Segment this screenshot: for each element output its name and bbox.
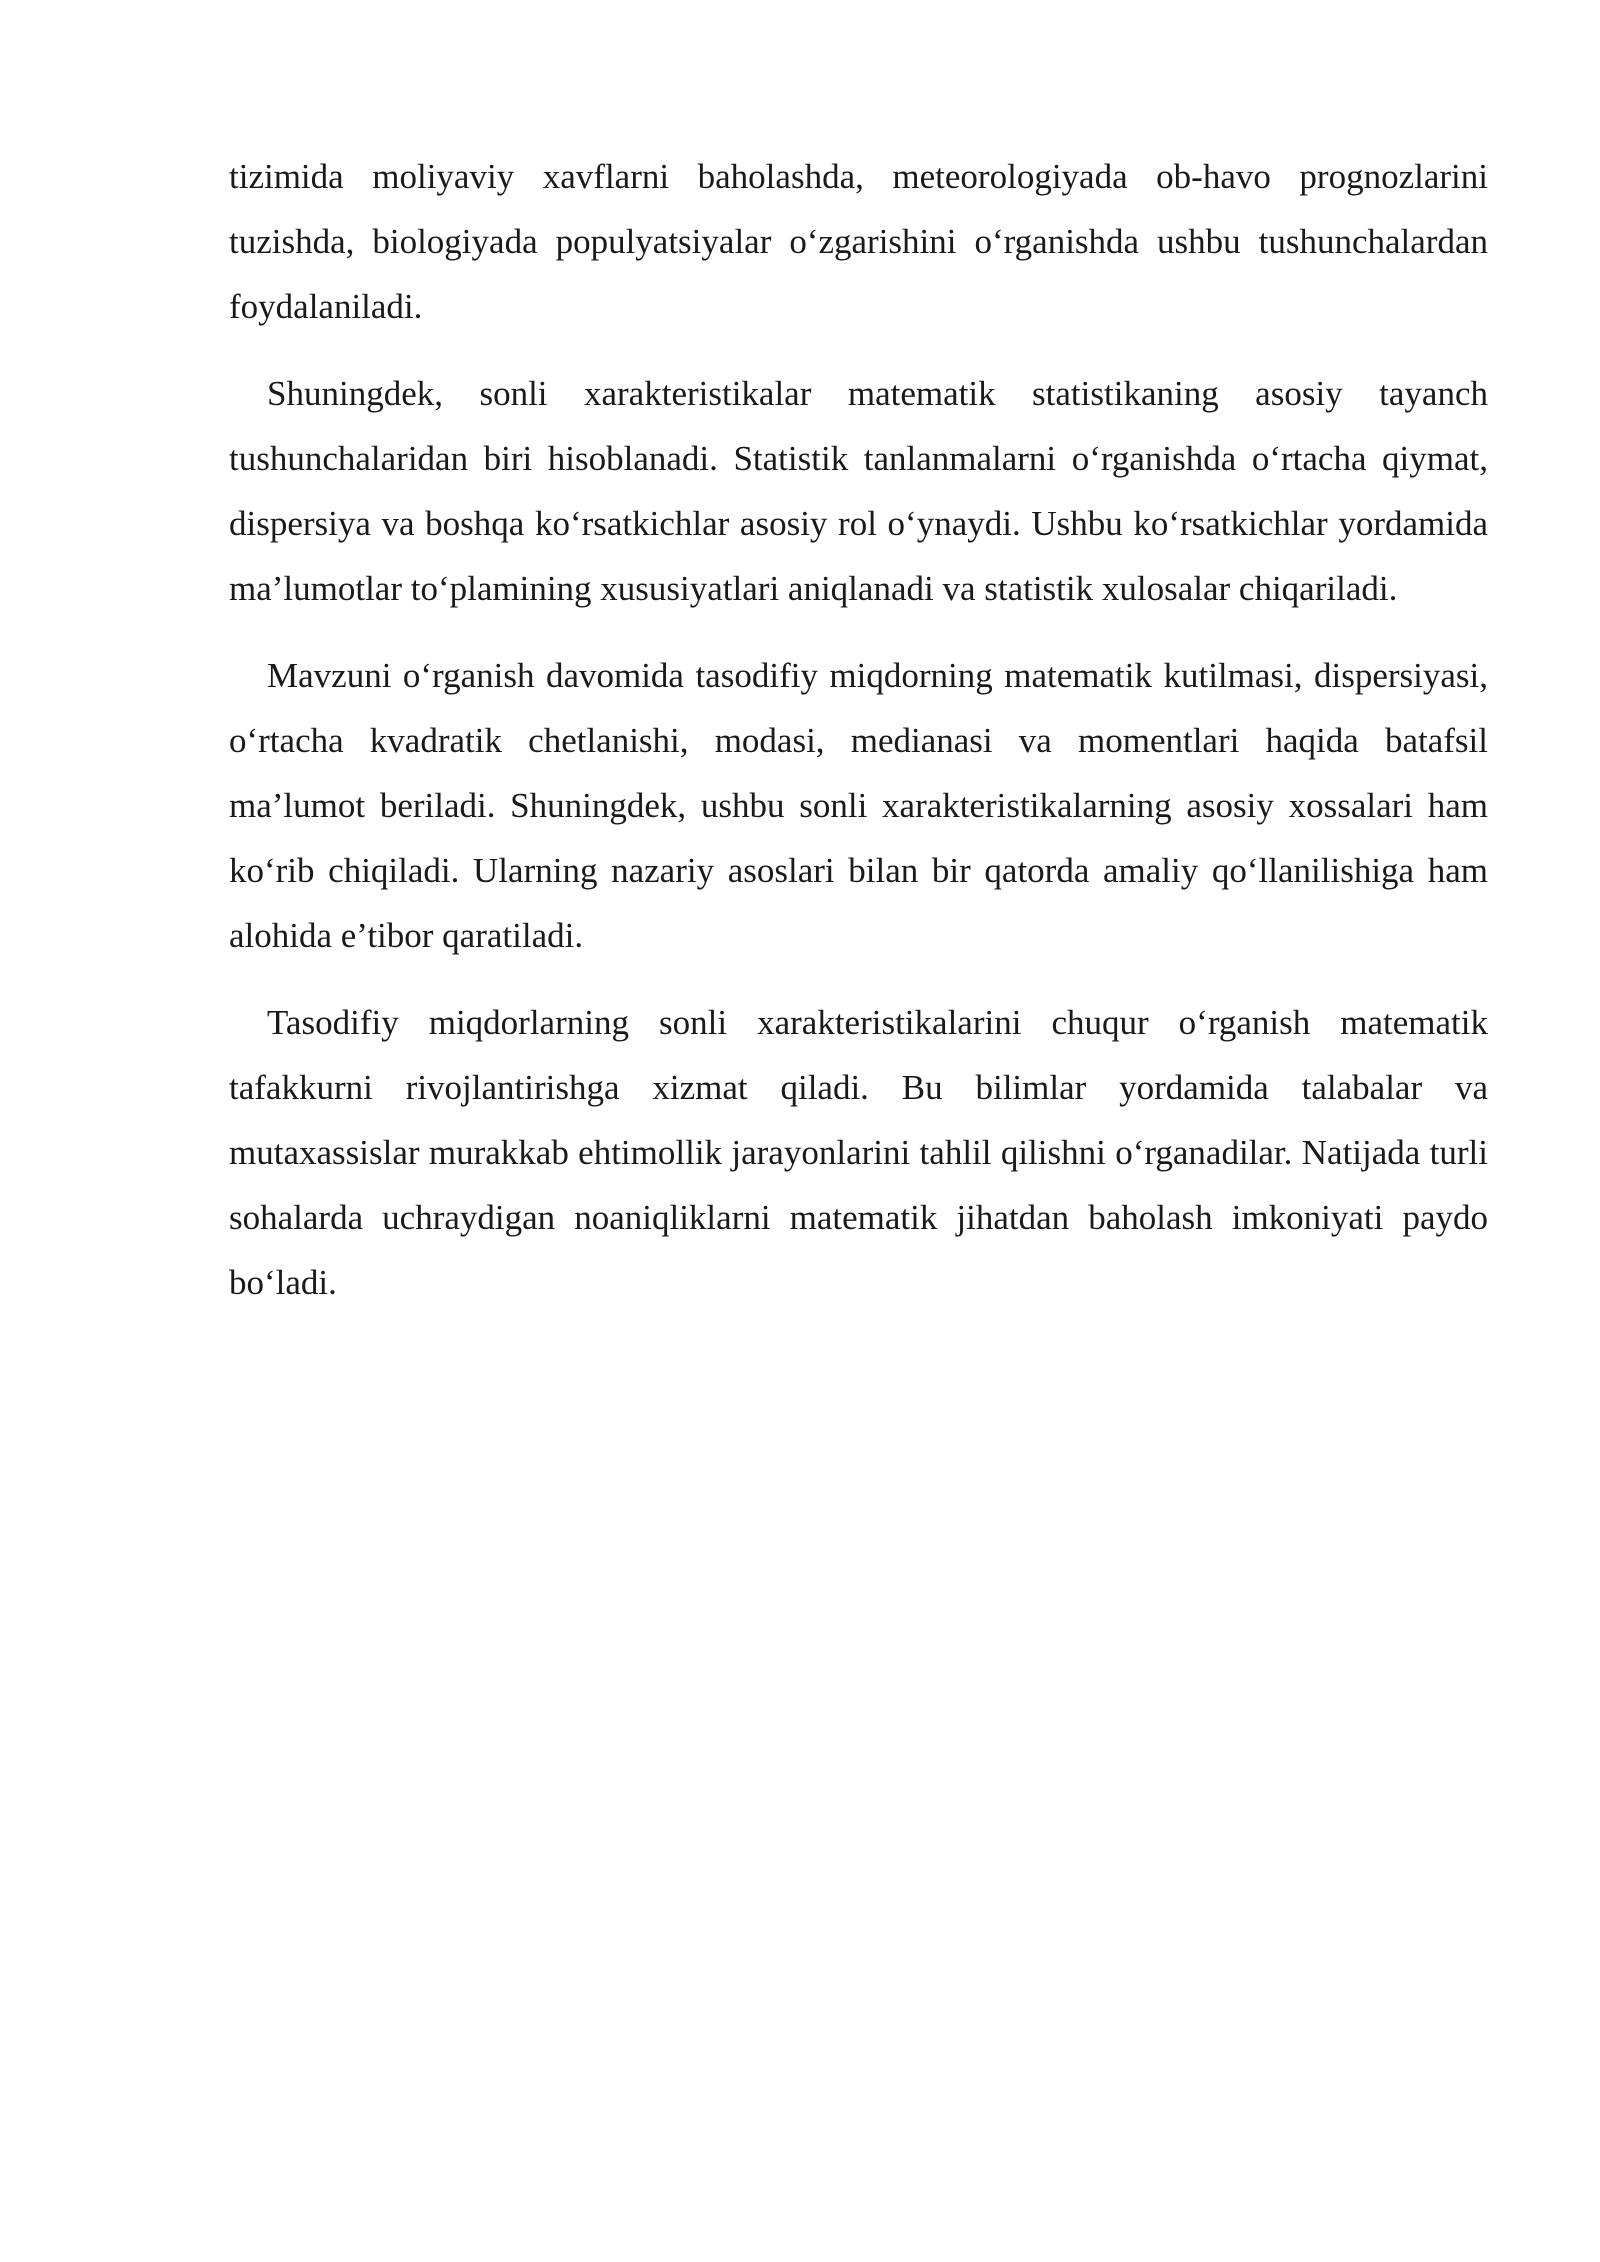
document-body [229,144,1488,1337]
paragraph-4: Tasodifiy miqdorlarning sonli xarakteristikalarini chuqur o‘rganish matematik tafakkurni rivojlantirishga xizmat qiladi. Bu bilimlar yordamida talabalar va mutaxassislar murakkab ehtimollik jarayonlarini tahlil qilishni o‘rganadilar. Natijada turli sohalarda uchraydigan noaniqliklarni matematik jihatdan baholash imkoniyati paydo bo‘ladi. [229,1003,1488,1302]
paragraph-3: Mavzuni o‘rganish davomida tasodifiy miqdorning matematik kutilmasi, dispersiyasi, o‘rtacha kvadratik chetlanishi, modasi, medianasi va momentlari haqida batafsil ma’lumot beriladi. Shuningdek, ushbu sonli xarakteristikalarning asosiy xossalari ham ko‘rib chiqiladi. Ularning nazariy asoslari bilan bir qatorda amaliy qo‘llanilishiga ham alohida e’tibor qaratiladi. [229,656,1488,955]
paragraph-1: tizimida moliyaviy xavflarni baholashda, meteorologiyada ob-havo prognozlarini tuzishda, biologiyada populyatsiyalar o‘zgarishini o‘rganishda ushbu tushunchalardan foydalaniladi. [229,157,1488,326]
paragraph-2: Shuningdek, sonli xarakteristikalar matematik statistikaning asosiy tayanch tushunchalaridan biri hisoblanadi. Statistik tanlanmalarni o‘rganishda o‘rtacha qiymat, dispersiya va boshqa ko‘rsatkichlar asosiy rol o‘ynaydi. Ushbu ko‘rsatkichlar yordamida ma’lumotlar to‘plamining xususiyatlari aniqlanadi va statistik xulosalar chiqariladi. [229,374,1488,608]
